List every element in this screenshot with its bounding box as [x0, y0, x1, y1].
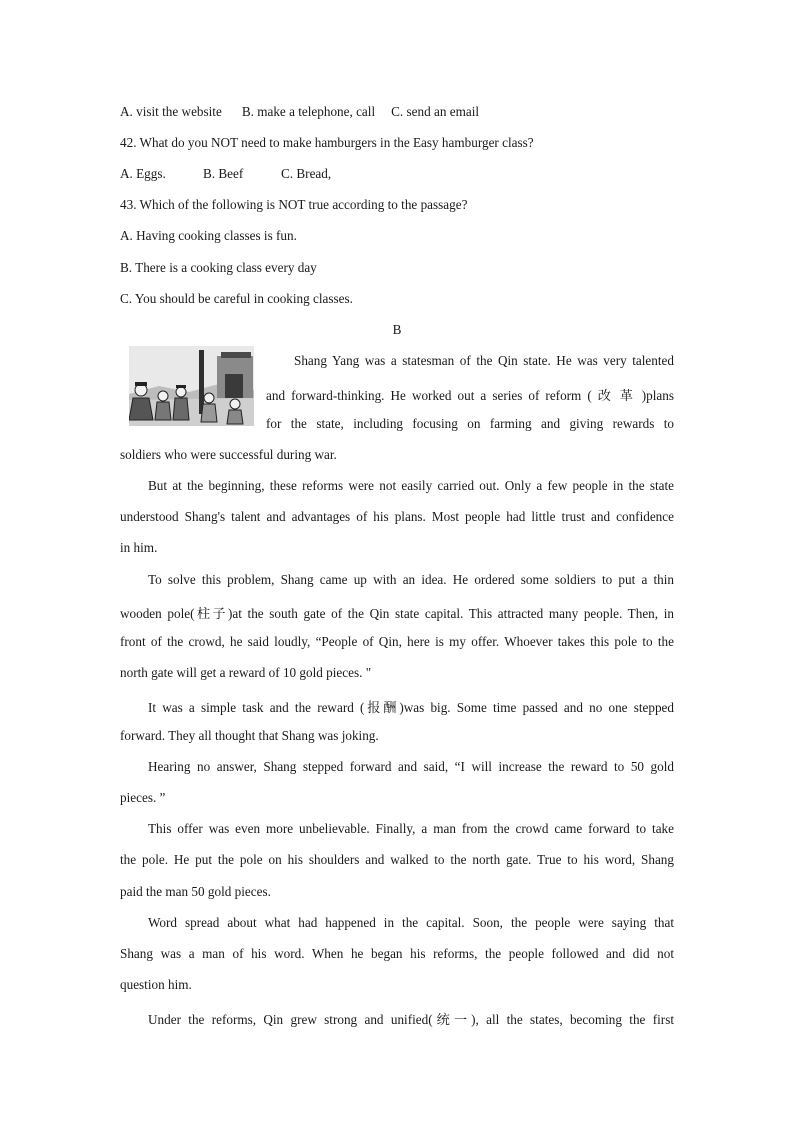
passage-line: To solve this problem, Shang came up with an idea. He ordered some soldiers to put a thin — [148, 572, 674, 587]
passage-line: Shang was a man of his word. When he began his reforms, the people followed and did not — [120, 946, 674, 961]
q43-option-a: A. Having cooking classes is fun. — [120, 228, 297, 243]
q41-option-c: C. send an email — [391, 104, 480, 119]
q41-option-b: B. make a telephone, call — [241, 104, 376, 119]
shang-yang-illustration — [129, 346, 254, 426]
q42-option-a: A. Eggs. — [120, 166, 166, 181]
q41-option-a: A. visit the website — [120, 104, 222, 119]
q42-option-c: C. Bread, — [281, 166, 332, 181]
passage-line: pieces. ” — [120, 790, 166, 805]
passage-line: understood Shang's talent and advantages of his plans. Most people had little trust and confidence — [120, 509, 674, 524]
passage-line: the pole. He put the pole on his shoulders and walked to the north gate. True to his word, Shang — [120, 852, 674, 867]
passage-line: in him. — [120, 540, 158, 555]
passage-line: question him. — [120, 977, 192, 992]
passage-line: Under the reforms, Qin grew strong and unified(统一), all the states, becoming the first — [148, 1012, 674, 1027]
passage-line: front of the crowd, he said loudly, “People of Qin, here is my offer. Whoever takes this pole to the — [120, 634, 674, 649]
q41-options — [120, 104, 479, 120]
passage-line: forward. They all thought that Shang was joking. — [120, 728, 379, 743]
q42-options — [120, 166, 331, 182]
passage-line: wooden pole(柱子)at the south gate of the Qin state capital. This attracted many people. Then, in — [120, 606, 674, 621]
q43-option-b: B. There is a cooking class every day — [120, 260, 317, 275]
passage-line: for the state, including focusing on farming and giving rewards to — [266, 416, 674, 431]
q43-option-c: C. You should be careful in cooking classes. — [120, 291, 353, 306]
passage-line: Shang Yang was a statesman of the Qin state. He was very talented — [294, 353, 674, 368]
q42-option-b: B. Beef — [203, 166, 244, 181]
passage-line: Hearing no answer, Shang stepped forward and said, “I will increase the reward to 50 gold — [148, 759, 674, 774]
passage-line: paid the man 50 gold pieces. — [120, 884, 271, 899]
passage-line: But at the beginning, these reforms were not easily carried out. Only a few people in the state — [148, 478, 674, 493]
passage-line: This offer was even more unbelievable. Finally, a man from the crowd came forward to take — [148, 821, 674, 836]
section-label: B — [392, 322, 402, 337]
passage-line: north gate will get a reward of 10 gold pieces. " — [120, 665, 372, 680]
q43-question: 43. Which of the following is NOT true according to the passage? — [120, 197, 468, 212]
passage-line: It was a simple task and the reward (报酬)was big. Some time passed and no one stepped — [148, 700, 674, 715]
passage-line: soldiers who were successful during war. — [120, 447, 337, 462]
passage-line: and forward-thinking. He worked out a series of reform ( 改 革 )plans — [266, 388, 674, 403]
passage-line: Word spread about what had happened in the capital. Soon, the people were saying that — [148, 915, 674, 930]
q42-question: 42. What do you NOT need to make hamburgers in the Easy hamburger class? — [120, 135, 534, 150]
